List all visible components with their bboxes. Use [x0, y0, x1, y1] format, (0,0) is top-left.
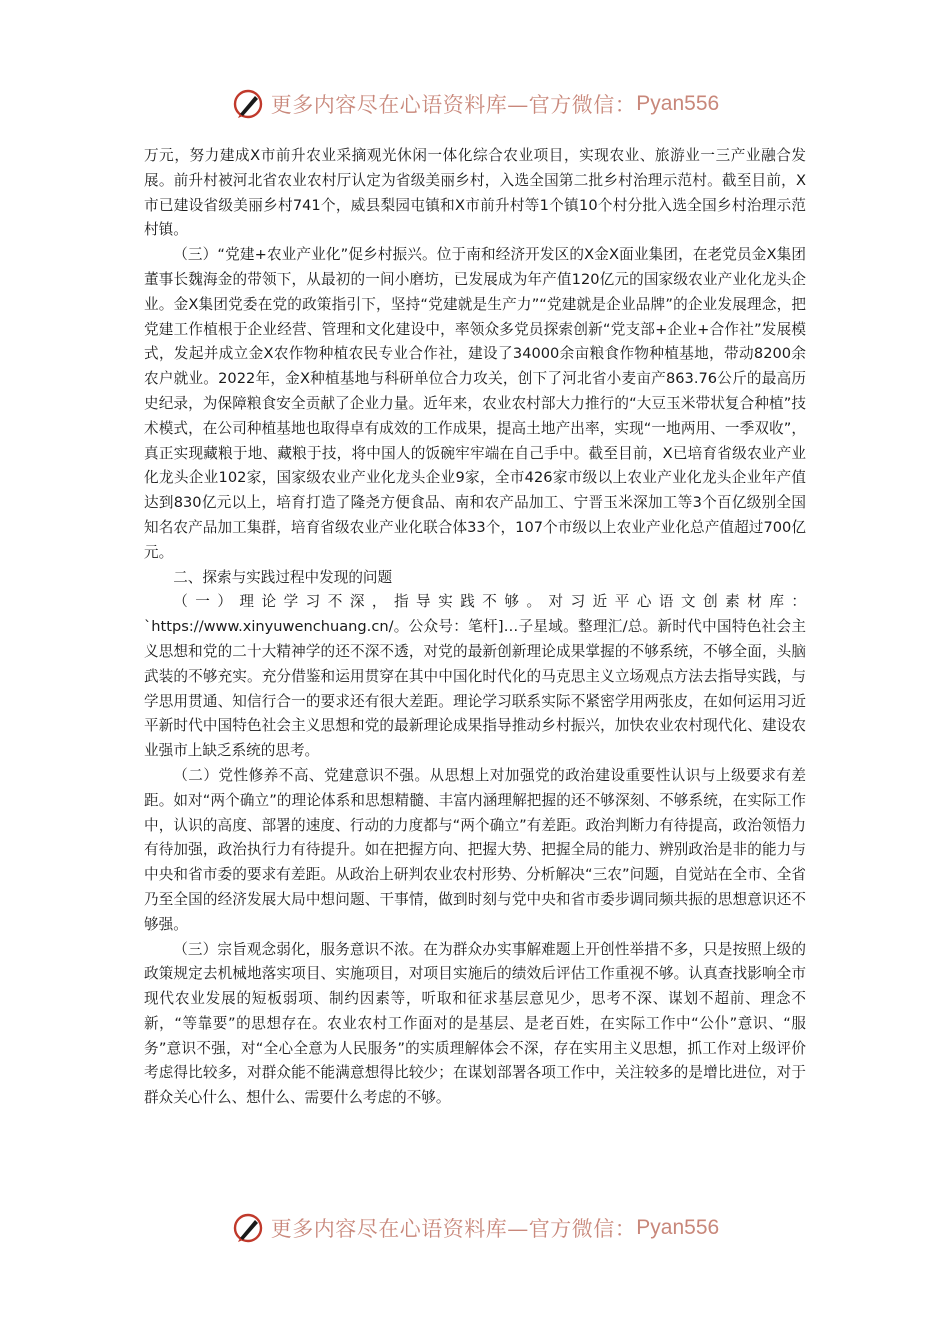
- paragraph: （二）党性修养不高、党建意识不强。从思想上对加强党的政治建设重要性认识与上级要求有差距。如对“两个确立”的理论体系和思想精髓、丰富内涵理解把握的还不够深刻、不够系统，在实际工作中，认识的高度、部署的速度、行动的力度都与“两个确立”有差距。政治判断力有待提高，政治领悟力有待加强，政治执行力有待提升。如在把握方向、把握大势、把握全局的能力、辨别政治是非的能力与中央和省市委的要求有差距。从政治上研判农业农村形势、分析解决“三农”问题，自觉站在全市、全省乃至全国的经济发展大局中想问题、干事情，做到时刻与党中央和省市委步调同频共振的思想意识还不够强。: [144, 766, 806, 933]
- paragraph: （一）理论学习不深，指导实践不够。对习近平心语文创素材库：`https://www.xinyuwenchuang.cn/。公众号：笔杆]…子星域。整理汇/总。新时代中国特色社会主义思想和党的二十大精神学的还不深不透，对党的最新创新理论成果掌握的不够系统，不够全面，头脑武装的不够充实。充分借鉴和运用贯穿在其中中国化时代化的马克思主义立场观点方法去指导实践，与学思用贯通、知信行合一的要求还有很大差距。理论学习联系实际不紧密学用两张皮，在如何运用习近平新时代中国特色社会主义思想和党的最新理论成果指导推动乡村振兴，加快农业农村现代化、建设农业强市上缺乏系统的思考。: [144, 593, 806, 760]
- paragraph: （三）宗旨观念弱化，服务意识不浓。在为群众办实事解难题上开创性举措不多，只是按照上级的政策规定去机械地落实项目、实施项目，对项目实施后的绩效后评估工作重视不够。认真查找影响全市现代农业发展的短板弱项、制约因素等，听取和征求基层意见少，思考不深、谋划不超前、理念不新，“等靠要”的思想存在。农业农村工作面对的是基层、是老百姓，在实际工作中“公仆”意识、“服务”意识不强，对“全心全意为人民服务”的实质理解体会不深，存在实用主义思想，抓工作对上级评价考虑得比较多，对群众能不能满意想得比较少；在谋划部署各项工作中，关注较多的是增比进位，对于群众关心什么、想什么、需要什么考虑的不够。: [144, 940, 806, 1107]
- section-heading: 二、探索与实践过程中发现的问题: [173, 568, 393, 586]
- header-watermark: [0, 84, 950, 124]
- document-body: [144, 144, 806, 1111]
- banner-wechat-id: Pyan556: [636, 92, 720, 115]
- banner-text: 更多内容尽在心语资料库—官方微信：: [270, 1217, 637, 1241]
- paragraph: 万元，努力建成X市前升农业采摘观光休闲一体化综合农业项目，实现农业、旅游业一三产业融合发展。前升村被河北省农业农村厅认定为省级美丽乡村，入选全国第二批乡村治理示范村。截至目前，X市已建设省级美丽乡村741个，威县梨园屯镇和X市前升村等1个镇10个村分批入选全国乡村治理示范村镇。: [144, 147, 806, 239]
- paragraph: （三）“党建+农业产业化”促乡村振兴。位于南和经济开发区的X金X面业集团，在老党员金X集团董事长魏海金的带领下，从最初的一间小磨坊，已发展成为年产值120亿元的国家级农业产业化龙头企业。金X集团党委在党的政策指引下，坚持“党建就是生产力”“党建就是企业品牌”的企业发展理念，把党建工作植根于企业经营、管理和文化建设中，率领众多党员探索创新“党支部+企业+合作社”发展模式，发起并成立金X农作物种植农民专业合作社，建设了34000余亩粮食作物种植基地，带动8200余农户就业。2022年，金X种植基地与科研单位合力攻关，创下了河北省小麦亩产863.76公斤的最高历史纪录，为保障粮食安全贡献了企业力量。近年来，农业农村部大力推行的“大豆玉米带状复合种植”技术模式，在公司种植基地也取得卓有成效的工作成果，提高土地产出率，实现“一地两用、一季双收”，真正实现藏粮于地、藏粮于技，将中国人的饭碗牢牢端在自己手中。截至目前，X已培育省级农业产业化龙头企业102家，国家级农业产业化龙头企业9家，全市426家市级以上农业产业化龙头企业年产值达到830亿元以上，培育打造了隆尧方便食品、南和农产品加工、宁晋玉米深加工等3个百亿级别全国知名农产品加工集群，培育省级农业产业化联合体33个，107个市级以上农业产业化总产值超过700亿元。: [144, 246, 806, 561]
- pen-logo-icon: [231, 1211, 265, 1245]
- banner-wechat-id: Pyan556: [636, 1216, 720, 1239]
- footer-watermark: [0, 1208, 950, 1248]
- pen-logo-icon: [231, 87, 265, 121]
- banner-text: 更多内容尽在心语资料库—官方微信：: [270, 93, 637, 117]
